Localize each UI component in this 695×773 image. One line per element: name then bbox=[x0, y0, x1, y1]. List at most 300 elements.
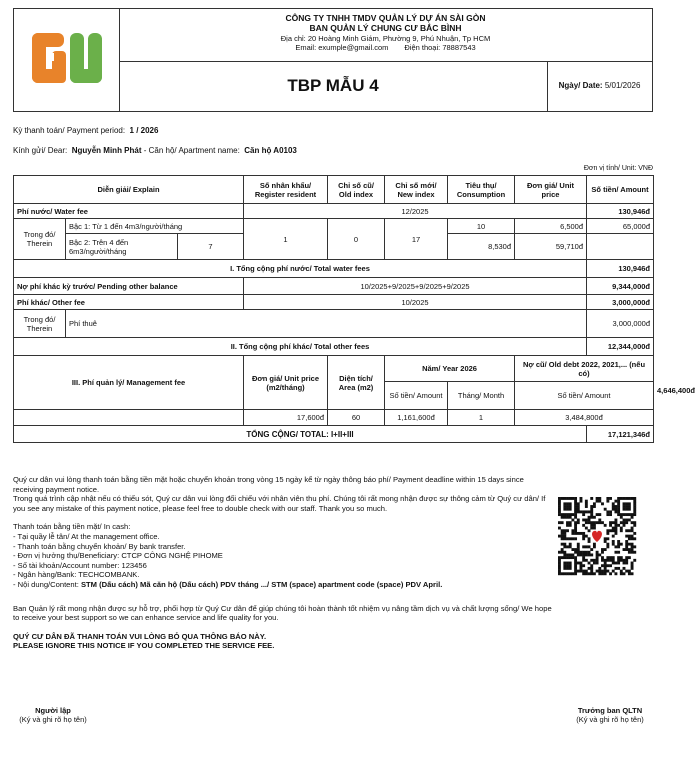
qr-module bbox=[614, 508, 617, 511]
qr-module bbox=[628, 535, 631, 538]
qr-module bbox=[633, 497, 636, 500]
qr-module bbox=[563, 532, 566, 535]
document-header bbox=[13, 8, 653, 112]
qr-module bbox=[588, 553, 591, 556]
qr-module bbox=[574, 551, 577, 554]
qr-module bbox=[604, 562, 607, 565]
qr-module bbox=[625, 521, 628, 524]
qr-module bbox=[574, 564, 577, 567]
qr-module bbox=[628, 548, 631, 551]
qr-module bbox=[561, 535, 564, 538]
qr-module bbox=[606, 497, 609, 500]
qr-module bbox=[563, 535, 566, 538]
qr-module bbox=[558, 562, 561, 565]
qr-module bbox=[604, 524, 607, 527]
qr-module bbox=[625, 559, 628, 562]
qr-module bbox=[593, 505, 596, 508]
qr-module bbox=[614, 545, 617, 548]
qr-module bbox=[588, 519, 591, 522]
qr-module bbox=[633, 513, 636, 516]
qr-module bbox=[582, 537, 585, 540]
qr-module bbox=[633, 545, 636, 548]
qr-module bbox=[558, 510, 561, 513]
qr-module bbox=[588, 572, 591, 575]
qr-module bbox=[620, 516, 623, 519]
qr-module bbox=[566, 553, 569, 556]
qr-module bbox=[569, 497, 572, 500]
qr-module bbox=[631, 513, 634, 516]
qr-module bbox=[623, 562, 626, 565]
qr-module bbox=[614, 500, 617, 503]
qr-module bbox=[558, 513, 561, 516]
qr-module bbox=[580, 553, 583, 556]
qr-module bbox=[598, 572, 601, 575]
cash-line: - Đơn vị hưởng thụ/Beneficiary: CTCP CÔNG NGHỆ PIHOME bbox=[13, 551, 223, 561]
qr-module bbox=[614, 532, 617, 535]
qr-module bbox=[631, 548, 634, 551]
qr-module bbox=[628, 529, 631, 532]
qr-module bbox=[606, 513, 609, 516]
qr-module bbox=[577, 510, 580, 513]
qr-module bbox=[623, 508, 626, 511]
qr-module bbox=[625, 535, 628, 538]
qr-module bbox=[569, 562, 572, 565]
qr-module bbox=[563, 545, 566, 548]
qr-module bbox=[596, 556, 599, 559]
qr-module bbox=[612, 559, 615, 562]
qr-module bbox=[606, 545, 609, 548]
qr-module bbox=[609, 497, 612, 500]
qr-module bbox=[606, 556, 609, 559]
qr-module bbox=[614, 505, 617, 508]
cash-line: - Tại quầy lễ tân/ At the management office. bbox=[13, 531, 160, 541]
qr-module bbox=[631, 572, 634, 575]
qr-module bbox=[598, 497, 601, 500]
qr-module bbox=[601, 502, 604, 505]
table-row: Phí nước/ Water fee 12/2025 130,946đ bbox=[14, 204, 654, 219]
table-row: Nợ phí khác kỳ trước/ Pending other balance 10/2025+9/2025+9/2025+9/2025 9,344,000đ bbox=[14, 278, 654, 295]
qr-module bbox=[620, 521, 623, 524]
qr-module bbox=[593, 502, 596, 505]
qr-module bbox=[623, 513, 626, 516]
qr-module bbox=[574, 524, 577, 527]
qr-module bbox=[623, 521, 626, 524]
qr-module bbox=[577, 508, 580, 511]
qr-module bbox=[577, 545, 580, 548]
qr-module bbox=[590, 548, 593, 551]
qr-module bbox=[566, 572, 569, 575]
qr-module bbox=[612, 543, 615, 546]
qr-module bbox=[601, 559, 604, 562]
qr-module bbox=[558, 572, 561, 575]
qr-module bbox=[606, 564, 609, 567]
qr-heart-icon bbox=[592, 531, 602, 542]
qr-module bbox=[609, 513, 612, 516]
qr-module bbox=[566, 567, 569, 570]
qr-module bbox=[590, 570, 593, 573]
qr-module bbox=[609, 556, 612, 559]
qr-module bbox=[628, 505, 631, 508]
qr-module bbox=[633, 537, 636, 540]
qr-module bbox=[623, 519, 626, 522]
qr-module bbox=[606, 500, 609, 503]
qr-module bbox=[558, 551, 561, 554]
qr-module bbox=[566, 524, 569, 527]
qr-module bbox=[580, 551, 583, 554]
qr-module bbox=[590, 510, 593, 513]
qr-module bbox=[617, 510, 620, 513]
qr-module bbox=[623, 559, 626, 562]
qr-module bbox=[593, 524, 596, 527]
qr-module bbox=[558, 556, 561, 559]
qr-module bbox=[566, 564, 569, 567]
qr-module bbox=[566, 521, 569, 524]
grand-total-row: TỔNG CỘNG/ TOTAL: I+II+III 17,121,346đ bbox=[14, 426, 654, 443]
qr-module bbox=[577, 570, 580, 573]
qr-module bbox=[628, 519, 631, 522]
qr-module bbox=[601, 521, 604, 524]
qr-module bbox=[563, 505, 566, 508]
qr-module bbox=[612, 570, 615, 573]
qr-module bbox=[561, 516, 564, 519]
qr-module bbox=[631, 564, 634, 567]
table-header-row: Diễn giải/ Explain Số nhân khẩu/ Register resident Chỉ số cũ/ Old index Chỉ số mới/ New index Tiêu thụ/ Consumption Đơn giá/ Unit price Số tiền/ Amount bbox=[14, 176, 654, 204]
qr-module bbox=[566, 562, 569, 565]
company-email: Email: exumple@gmail.com bbox=[295, 43, 389, 52]
qr-module bbox=[588, 551, 591, 554]
qr-module bbox=[623, 572, 626, 575]
company-address: Địa chỉ: 20 Hoàng Minh Giám, Phường 9, Phú Nhuận, Tp HCM bbox=[280, 34, 491, 43]
qr-module bbox=[604, 564, 607, 567]
qr-module bbox=[558, 567, 561, 570]
qr-module bbox=[590, 553, 593, 556]
qr-module bbox=[577, 502, 580, 505]
qr-module bbox=[625, 519, 628, 522]
qr-module bbox=[577, 521, 580, 524]
qr-module bbox=[561, 513, 564, 516]
qr-module bbox=[598, 553, 601, 556]
qr-module bbox=[569, 572, 572, 575]
qr-module bbox=[582, 564, 585, 567]
qr-module bbox=[617, 567, 620, 570]
qr-module bbox=[606, 537, 609, 540]
qr-module bbox=[631, 562, 634, 565]
qr-module bbox=[582, 535, 585, 538]
qr-module bbox=[566, 556, 569, 559]
qr-module bbox=[609, 559, 612, 562]
payment-period: Kỳ thanh toán/ Payment period: 1 / 2026 bbox=[13, 126, 159, 135]
qr-module bbox=[590, 497, 593, 500]
qr-module bbox=[566, 505, 569, 508]
qr-module bbox=[612, 540, 615, 543]
qr-module bbox=[609, 510, 612, 513]
qr-module bbox=[620, 559, 623, 562]
qr-module bbox=[596, 500, 599, 503]
qr-module bbox=[582, 510, 585, 513]
qr-module bbox=[574, 516, 577, 519]
qr-module bbox=[585, 510, 588, 513]
qr-module bbox=[601, 564, 604, 567]
qr-module bbox=[569, 502, 572, 505]
qr-module bbox=[577, 548, 580, 551]
qr-module bbox=[606, 570, 609, 573]
qr-module bbox=[631, 545, 634, 548]
signature-preparer: Người lập (Ký và ghi rõ họ tên) bbox=[19, 706, 87, 724]
qr-module bbox=[569, 545, 572, 548]
qr-module bbox=[582, 545, 585, 548]
qr-module bbox=[569, 556, 572, 559]
qr-module bbox=[625, 570, 628, 573]
qr-module bbox=[625, 556, 628, 559]
table-row: III. Phí quản lý/ Management fee Đơn giá/ Unit price (m2/tháng) Diện tích/ Area (m2) Năm/ Year 2026 Nợ cũ/ Old debt 2022, 2021,... (nếu có) 4,646,400đ bbox=[14, 356, 654, 382]
company-logo bbox=[14, 9, 120, 111]
table-row: Bậc 2: Trên 4 đến 6m3/người/tháng 7 8,530đ 59,710đ bbox=[14, 234, 654, 260]
qr-module bbox=[563, 556, 566, 559]
qr-module bbox=[633, 559, 636, 562]
qr-module bbox=[614, 551, 617, 554]
qr-module bbox=[614, 510, 617, 513]
qr-module bbox=[574, 510, 577, 513]
note-deadline: Quý cư dân vui lòng thanh toán bằng tiền mặt hoặc chuyển khoản trong vòng 15 ngày kể từ ngày thông báo phí/ Payment deadline within 15 days since receiving payment notice. bbox=[13, 475, 524, 494]
qr-module bbox=[625, 502, 628, 505]
qr-module bbox=[571, 513, 574, 516]
qr-module bbox=[569, 567, 572, 570]
qr-module bbox=[580, 567, 583, 570]
qr-module bbox=[612, 508, 615, 511]
qr-module bbox=[585, 500, 588, 503]
qr-module bbox=[620, 527, 623, 530]
qr-module bbox=[628, 502, 631, 505]
qr-module bbox=[571, 548, 574, 551]
qr-module bbox=[558, 508, 561, 511]
management-board: BAN QUẢN LÝ CHUNG CƯ BẮC BÌNH bbox=[309, 23, 462, 33]
qr-module bbox=[609, 529, 612, 532]
qr-module bbox=[590, 521, 593, 524]
qr-module bbox=[617, 502, 620, 505]
qr-module bbox=[569, 521, 572, 524]
qr-module bbox=[617, 497, 620, 500]
qr-module bbox=[563, 502, 566, 505]
qr-module bbox=[601, 556, 604, 559]
payment-notes bbox=[13, 475, 553, 660]
qr-module bbox=[569, 516, 572, 519]
qr-module bbox=[628, 497, 631, 500]
qr-module bbox=[588, 540, 591, 543]
qr-module bbox=[582, 524, 585, 527]
qr-module bbox=[590, 505, 593, 508]
qr-module bbox=[582, 519, 585, 522]
qr-module bbox=[617, 559, 620, 562]
qr-module bbox=[598, 519, 601, 522]
qr-module bbox=[563, 508, 566, 511]
qr-module bbox=[596, 562, 599, 565]
qr-module bbox=[593, 543, 596, 546]
qr-module bbox=[588, 516, 591, 519]
qr-module bbox=[574, 513, 577, 516]
qr-module bbox=[566, 497, 569, 500]
qr-module bbox=[625, 540, 628, 543]
qr-module bbox=[604, 570, 607, 573]
qr-module bbox=[614, 519, 617, 522]
qr-module bbox=[558, 521, 561, 524]
qr-module bbox=[631, 529, 634, 532]
qr-module bbox=[633, 532, 636, 535]
qr-module bbox=[620, 543, 623, 546]
qr-module bbox=[566, 502, 569, 505]
company-name: CÔNG TY TNHH TMDV QUẢN LÝ DỰ ÁN SÀI GÒN bbox=[285, 13, 486, 23]
qr-module bbox=[577, 543, 580, 546]
qr-module bbox=[633, 510, 636, 513]
qr-module bbox=[604, 540, 607, 543]
qr-module bbox=[585, 570, 588, 573]
qr-module bbox=[561, 497, 564, 500]
qr-module bbox=[625, 545, 628, 548]
qr-module bbox=[628, 508, 631, 511]
qr-module bbox=[588, 537, 591, 540]
qr-module bbox=[633, 502, 636, 505]
qr-module bbox=[561, 529, 564, 532]
qr-module bbox=[571, 537, 574, 540]
table-row: II. Tổng cộng phí khác/ Total other fees 12,344,000đ bbox=[14, 338, 654, 356]
qr-module bbox=[577, 532, 580, 535]
qr-module bbox=[596, 497, 599, 500]
qr-module bbox=[633, 508, 636, 511]
qr-module bbox=[574, 572, 577, 575]
qr-module bbox=[569, 553, 572, 556]
qr-module bbox=[612, 527, 615, 530]
qr-module bbox=[580, 562, 583, 565]
qr-module bbox=[563, 551, 566, 554]
qr-module bbox=[577, 519, 580, 522]
qr-module bbox=[588, 562, 591, 565]
qr-module bbox=[569, 505, 572, 508]
qr-module bbox=[604, 548, 607, 551]
recipient-line: Kính gửi/ Dear: Nguyễn Minh Phát - Căn hộ/ Apartment name: Căn hộ A0103 bbox=[13, 146, 297, 155]
qr-module bbox=[588, 545, 591, 548]
qr-module bbox=[582, 513, 585, 516]
qr-module bbox=[593, 527, 596, 530]
qr-module bbox=[558, 559, 561, 562]
qr-module bbox=[604, 567, 607, 570]
qr-module bbox=[561, 537, 564, 540]
qr-module bbox=[585, 519, 588, 522]
qr-module bbox=[585, 545, 588, 548]
qr-module bbox=[612, 535, 615, 538]
cash-line: - Số tài khoản/Account number: 123456 bbox=[13, 560, 147, 570]
qr-module bbox=[623, 502, 626, 505]
qr-module bbox=[625, 497, 628, 500]
qr-module bbox=[577, 562, 580, 565]
table-row: Phí khác/ Other fee 10/2025 3,000,000đ bbox=[14, 295, 654, 310]
qr-module bbox=[631, 537, 634, 540]
qr-module bbox=[577, 551, 580, 554]
qr-module bbox=[571, 572, 574, 575]
qr-module bbox=[633, 551, 636, 554]
qr-module bbox=[585, 527, 588, 530]
qr-module bbox=[625, 505, 628, 508]
qr-module bbox=[571, 529, 574, 532]
qr-module bbox=[623, 497, 626, 500]
qr-module bbox=[633, 524, 636, 527]
qr-module bbox=[617, 524, 620, 527]
qr-module bbox=[585, 535, 588, 538]
qr-module bbox=[601, 572, 604, 575]
qr-module bbox=[580, 532, 583, 535]
qr-module bbox=[614, 524, 617, 527]
qr-module bbox=[590, 513, 593, 516]
qr-module bbox=[558, 527, 561, 530]
qr-module bbox=[588, 567, 591, 570]
qr-module bbox=[628, 537, 631, 540]
qr-module bbox=[617, 540, 620, 543]
qr-module bbox=[617, 500, 620, 503]
qr-module bbox=[569, 524, 572, 527]
qr-module bbox=[606, 532, 609, 535]
qr-module bbox=[596, 551, 599, 554]
table-row: 17,600đ 60 1,161,600đ 1 3,484,800đ bbox=[14, 410, 654, 426]
qr-module bbox=[612, 521, 615, 524]
qr-module bbox=[631, 543, 634, 546]
qr-module bbox=[604, 559, 607, 562]
qr-module bbox=[580, 570, 583, 573]
qr-module bbox=[558, 564, 561, 567]
qr-module bbox=[631, 567, 634, 570]
qr-module bbox=[582, 572, 585, 575]
qr-module bbox=[580, 510, 583, 513]
qr-module bbox=[617, 545, 620, 548]
qr-module bbox=[588, 510, 591, 513]
qr-module bbox=[606, 510, 609, 513]
qr-module bbox=[588, 521, 591, 524]
qr-module bbox=[580, 564, 583, 567]
qr-module bbox=[623, 505, 626, 508]
qr-module bbox=[563, 543, 566, 546]
qr-module bbox=[596, 521, 599, 524]
note-support: Ban Quản lý rất mong nhận được sự hỗ trợ, phối hợp từ Quý Cư dân để giúp chúng tôi hoàn thành tốt nhiệm vụ nâng tầm dịch vụ và chất lượng sống/ We hope to receive your best support so we can enhance service and life quality for you. bbox=[13, 603, 552, 623]
qr-module bbox=[574, 497, 577, 500]
qr-module bbox=[574, 529, 577, 532]
qr-module bbox=[593, 562, 596, 565]
qr-module bbox=[612, 529, 615, 532]
qr-module bbox=[574, 502, 577, 505]
qr-module bbox=[614, 527, 617, 530]
qr-module bbox=[580, 497, 583, 500]
qr-module bbox=[609, 524, 612, 527]
qr-module bbox=[563, 513, 566, 516]
cash-line: - Thanh toán bằng chuyển khoản/ By bank transfer. bbox=[13, 541, 186, 551]
qr-module bbox=[585, 551, 588, 554]
qr-module bbox=[633, 500, 636, 503]
qr-module bbox=[585, 559, 588, 562]
qr-module bbox=[574, 570, 577, 573]
qr-module bbox=[614, 572, 617, 575]
qr-module bbox=[623, 567, 626, 570]
qr-module bbox=[582, 551, 585, 554]
qr-module bbox=[566, 529, 569, 532]
qr-module bbox=[561, 532, 564, 535]
qr-module bbox=[569, 508, 572, 511]
transfer-content: - Nội dung/Content: STM (Dấu cách) Mã căn hộ (Dấu cách) PDV tháng .../ STM (space) apartment code (space) PDV April. bbox=[13, 579, 443, 589]
qr-module bbox=[625, 513, 628, 516]
qr-module bbox=[582, 553, 585, 556]
qr-module bbox=[628, 570, 631, 573]
qr-module bbox=[585, 553, 588, 556]
table-row: Số tiền/ Amount Tháng/ Month Số tiền/ Amount bbox=[14, 382, 654, 410]
qr-module bbox=[593, 516, 596, 519]
qr-module bbox=[593, 572, 596, 575]
qr-module bbox=[633, 521, 636, 524]
qr-module bbox=[563, 537, 566, 540]
